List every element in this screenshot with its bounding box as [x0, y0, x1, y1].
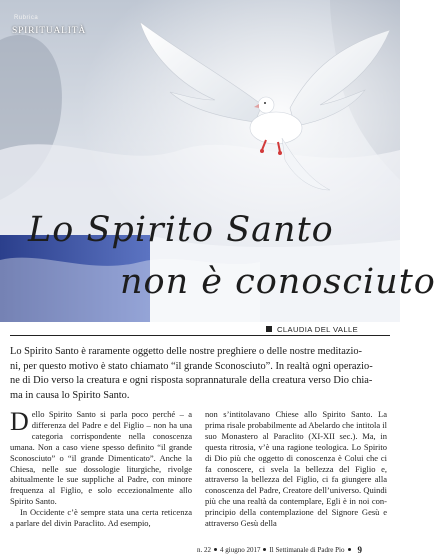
section-prefix: Rubrica — [14, 15, 39, 21]
paragraph: non s’intitolavano Chiese allo Spirito Santo. La prima risale probabilmente ad Abelardo che intitola il suo Monastero al Paraclito (XI-XII sec.). Ma, in questa ritrosia, v’è una ragione teologica. Lo Spirito di Dio più che oggetto di conoscenza è Colui che ci fa conoscere, ci svela la bellezza del Figlio e, attraverso la bellezza del Figlio, ci fa giungere alla conoscenza del Padre, Creatore dell’universo. Quindi più che una realtà da contemplare, Egli è in noi con-principio della contemplazione del Signore Gesù e attraverso Gesù della — [205, 409, 387, 529]
author-name: CLAUDIA DEL VALLE — [277, 325, 359, 334]
page-footer — [197, 545, 397, 557]
paragraph — [10, 409, 192, 507]
lede-line: ma in causa lo Spirito Santo. — [10, 389, 130, 401]
author-byline — [266, 325, 358, 334]
lede-line: Lo Spirito Santo è raramente oggetto delle nostre preghiere o delle nostre meditazio- — [10, 346, 363, 357]
lede-line: ne di Dio verso la creatura e ogni risposta soprannaturale della creatura verso Dio chia- — [10, 375, 373, 387]
section-badge — [8, 15, 86, 46]
body-column-1 — [10, 409, 192, 529]
bullet-icon — [263, 548, 266, 551]
byline-divider — [10, 335, 390, 336]
article-lede — [10, 345, 394, 403]
issue-date: 4 giugno 2017 — [220, 546, 261, 554]
page-number: 9 — [357, 545, 362, 555]
paragraph-text: ello Spirito Santo si parla poco perché – a differenza del Padre e del Figlio – non ha una categoria corrispondente nella conoscenza umana. Non a caso viene spesso definito “il grande Sconosciuto” o “il grande Dimenticato”. Anche la Chiesa, nelle sue dossologie liturgiche, rivolge abitualmente le sue suppliche al Padre, con minore frequenza al Figlio, e solo eccezionalmente allo Spirito Santo. — [10, 409, 192, 507]
section-name: SPIRITUALITÀ — [12, 26, 86, 36]
magazine-name: Il Settimanale di Padre Pio — [269, 546, 345, 554]
lede-line: ni, per questo motivo è stato chiamato “il grande Sconosciuto”. In realtà ogni operazio- — [10, 360, 373, 372]
article-title-line2: non è conosciuto — [120, 262, 436, 302]
issue-number: n. 22 — [197, 546, 211, 554]
paragraph: In Occidente c’è sempre stata una certa reticenza a parlare del divin Paraclito. Ad esempio, — [10, 507, 192, 529]
bullet-icon — [348, 548, 351, 551]
body-column-2 — [205, 409, 387, 529]
article-title-line1: Lo Spirito Santo — [28, 210, 334, 250]
drop-cap: D — [10, 407, 29, 436]
bullet-icon — [214, 548, 217, 551]
square-bullet-icon — [266, 326, 272, 332]
